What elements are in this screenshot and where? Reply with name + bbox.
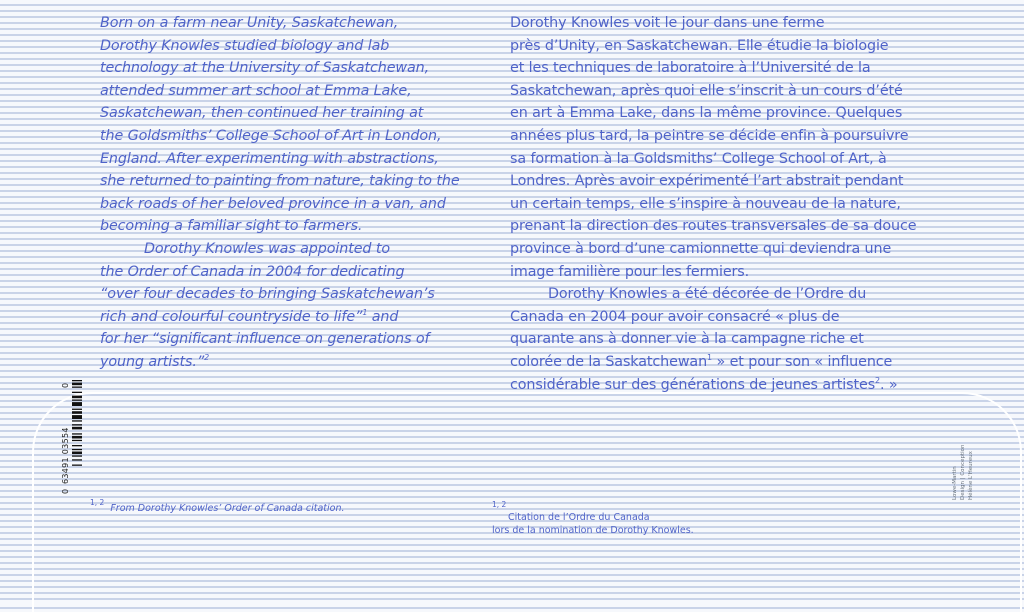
barcode-bars: [72, 380, 82, 466]
french-paragraph-1: [510, 12, 960, 283]
barcode: [30, 374, 84, 502]
barcode-bar: [72, 387, 82, 388]
fr-p1-line: Saskatchewan, après quoi elle s’inscrit à un cours d’été: [510, 82, 903, 99]
en-p2-line: the Order of Canada in 2004 for dedicating: [100, 263, 405, 280]
fr-p2-line: » et pour son « influence: [712, 353, 893, 370]
footnote-ref-1: 1: [362, 307, 368, 317]
footnote-marker: 1, 2: [90, 498, 105, 507]
barcode-last-digit: 0: [61, 382, 70, 388]
footnote-ref-2: 2: [204, 353, 210, 363]
en-p2-line: Dorothy Knowles was appointed to: [144, 240, 391, 257]
en-p2-line: and: [367, 308, 399, 325]
barcode-bar: [72, 459, 82, 460]
fr-p2-line: Canada en 2004 pour avoir consacré « plus de: [510, 308, 840, 325]
en-p2-line: “over four decades to bringing Saskatchewan’s: [100, 286, 435, 303]
barcode-bar: [72, 409, 82, 410]
french-paragraph-2: [510, 283, 960, 396]
en-p1-line: becoming a familiar sight to farmers.: [100, 218, 363, 235]
barcode-digits: 63491 03554: [61, 427, 70, 484]
fr-p1-line: années plus tard, la peintre se décide enfin à poursuivre: [510, 127, 909, 144]
fr-p1-line: province à bord d’une camionnette qui deviendra une: [510, 240, 892, 257]
barcode-bar: [72, 420, 82, 421]
en-p1-line: attended summer art school at Emma Lake,: [100, 82, 412, 99]
barcode-bar: [72, 400, 82, 401]
footnote-ref-1: 1: [707, 353, 713, 363]
credit-designer: Hélène L'Heureux: [968, 451, 974, 500]
en-p1-line: Dorothy Knowles studied biology and lab: [100, 37, 390, 54]
design-credits: [944, 422, 994, 502]
fr-p2-line: Dorothy Knowles a été décorée de l’Ordre du: [548, 286, 867, 303]
english-footnote: [90, 498, 345, 515]
en-p2-line: for her “significant influence on generations of: [100, 331, 430, 348]
en-p1-line: the Goldsmiths’ College School of Art in London,: [100, 127, 442, 144]
barcode-bar: [72, 452, 82, 455]
barcode-bar: [72, 449, 82, 450]
en-p1-line: technology at the University of Saskatchewan,: [100, 60, 430, 77]
barcode-bar: [72, 383, 82, 386]
fr-p1-line: Dorothy Knowles voit le jour dans une ferme: [510, 15, 825, 31]
footnote-ref-2: 2: [875, 375, 881, 385]
french-footnote: [492, 500, 694, 543]
fr-p1-line: et les techniques de laboratoire à l’Université de la: [510, 60, 871, 77]
en-p1-line: back roads of her beloved province in a van, and: [100, 195, 446, 212]
barcode-bar: [72, 445, 82, 446]
fr-p1-line: près d’Unity, en Saskatchewan. Elle étudie la biologie: [510, 37, 889, 54]
en-p2-line: rich and colourful countryside to life”: [100, 308, 363, 325]
barcode-bar: [72, 396, 82, 399]
barcode-bar: [72, 380, 82, 381]
footnote-text: From Dorothy Knowles’ Order of Canada citation.: [110, 503, 345, 514]
english-paragraph-1: [100, 12, 492, 238]
fr-p1-line: un certain temps, elle s’inspire à nouveau de la nature,: [510, 195, 901, 212]
en-p1-line: Saskatchewan, then continued her training at: [100, 105, 424, 122]
barcode-bar: [72, 424, 82, 425]
french-text-column: [510, 12, 960, 396]
en-p1-line: she returned to painting from nature, taking to the: [100, 173, 460, 190]
fr-p2-line: quarante ans à donner vie à la campagne riche et: [510, 331, 864, 348]
fr-p1-line: Londres. Après avoir expérimenté l’art abstrait pendant: [510, 173, 904, 190]
fr-p1-line: en art à Emma Lake, dans la même province. Quelques: [510, 105, 903, 122]
fr-p1-line: prenant la direction des routes transversales de sa douce: [510, 218, 917, 235]
barcode-bar: [72, 465, 82, 466]
credit-printer: Lowe-Martin: [952, 466, 958, 500]
barcode-bar: [72, 455, 82, 456]
barcode-bar: [72, 427, 82, 430]
barcode-bar: [72, 440, 82, 441]
en-p2-line: young artists.”: [100, 353, 205, 370]
en-p1-line: England. After experimenting with abstractions,: [100, 150, 439, 167]
credit-design-label: Design | Conception: [960, 444, 966, 500]
barcode-bar: [72, 436, 82, 439]
barcode-bar: [72, 402, 82, 406]
barcode-bar: [72, 415, 82, 419]
fr-p2-line: . »: [880, 376, 898, 393]
fr-p2-line: colorée de la Saskatchewan: [510, 353, 708, 370]
footnote-text-line: Citation de l’Ordre du Canada: [508, 512, 650, 523]
en-p1-line: Born on a farm near Unity, Saskatchewan,: [100, 15, 399, 31]
barcode-bar: [72, 392, 82, 393]
english-text-column: [100, 12, 492, 374]
fr-p1-line: image familière pour les fermiers.: [510, 263, 750, 280]
barcode-first-digit: 0: [61, 488, 70, 494]
fr-p2-line: considérable sur des générations de jeunes artistes: [510, 376, 876, 393]
footnote-text-line: lors de la nomination de Dorothy Knowles.: [492, 525, 694, 536]
footnote-marker: 1, 2: [492, 500, 507, 509]
barcode-bar: [72, 411, 82, 414]
fr-p1-line: sa formation à la Goldsmiths’ College School of Art, à: [510, 150, 887, 167]
english-paragraph-2: [100, 238, 492, 374]
barcode-bar: [72, 433, 82, 434]
